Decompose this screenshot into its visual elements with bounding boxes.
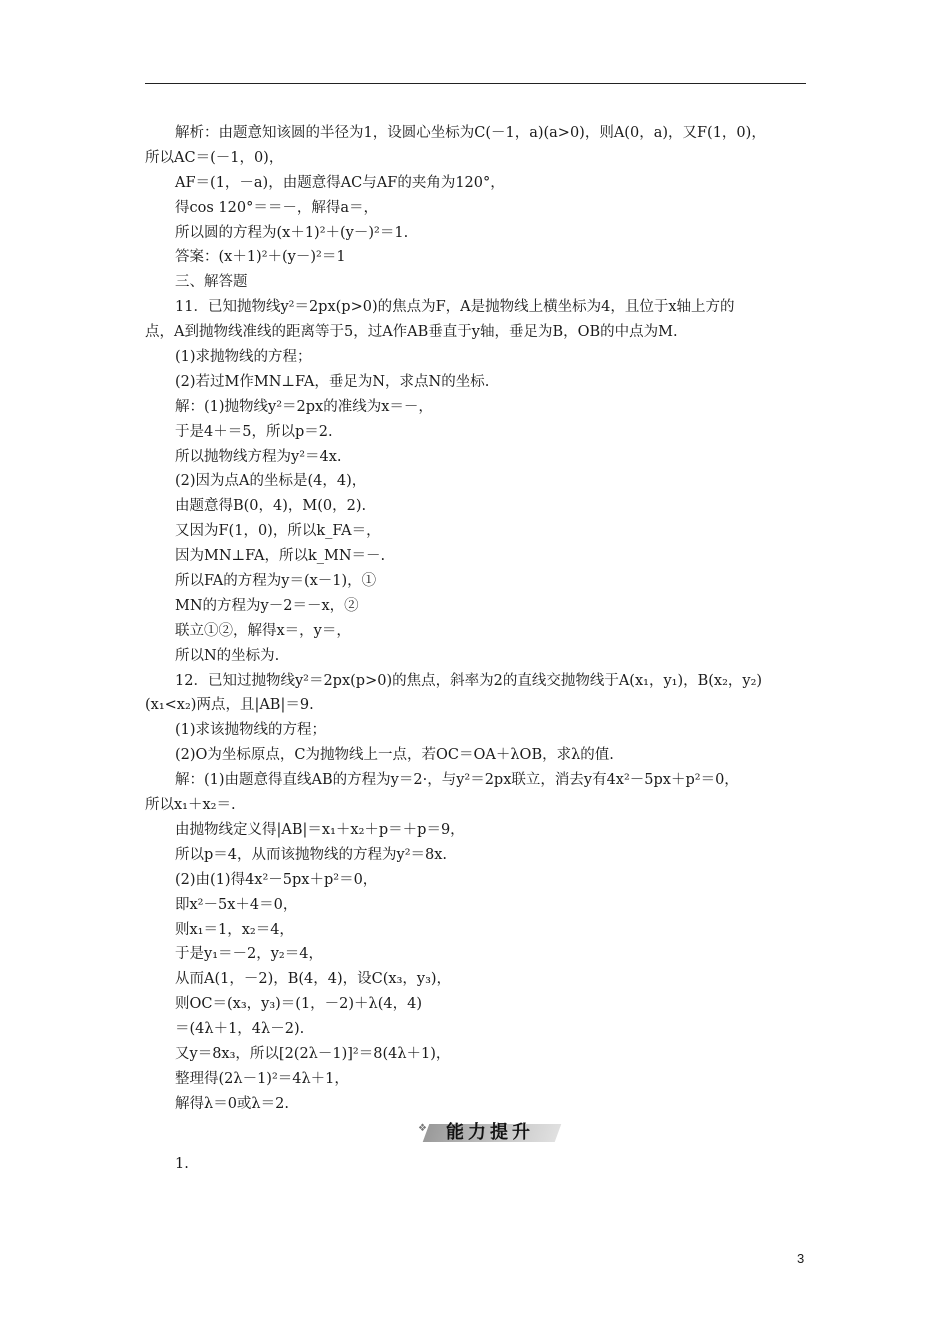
text-line: 于是4＋＝5，所以p＝2. (175, 423, 333, 440)
text-line: (2)因为点A的坐标是(4，4)， (175, 473, 367, 490)
text-line: 12．已知过抛物线y²＝2px(p>0)的焦点，斜率为2的直线交抛物线于A(x₁，y₁)，B(x₂，y₂) (175, 672, 763, 689)
text-line: 点，A到抛物线准线的距离等于5，过A作AB垂直于y轴，垂足为B，OB的中点为M. (145, 324, 678, 341)
text-line: 解析：由题意知该圆的半径为1，设圆心坐标为C(－1，a)(a>0)，则A(0，a)，又F(1，0)， (175, 125, 766, 141)
text-line: 又因为F(1，0)，所以k_FA＝， (175, 523, 381, 540)
text-line: 所以抛物线方程为y²＝4x. (175, 448, 342, 465)
text-line: 所以N的坐标为. (175, 647, 280, 664)
text-line: 三、解答题 (175, 274, 248, 291)
text-line: (2)O为坐标原点，C为抛物线上一点，若OC＝OA＋λOB，求λ的值. (175, 747, 614, 764)
text-line: 于是y₁＝－2，y₂＝4， (175, 946, 323, 963)
text-line: 从而A(1，－2)，B(4，4)，设C(x₃，y₃)， (175, 971, 452, 988)
text-line: 又y＝8x₃，所以[2(2λ－1)]²＝8(4λ＋1)， (175, 1045, 451, 1062)
text-line: 所以x₁＋x₂＝. (145, 797, 236, 814)
text-line: ＝(4λ＋1，4λ－2). (175, 1021, 305, 1038)
text-lines-after-banner (145, 1152, 810, 1177)
text-line: 则OC＝(x₃，y₃)＝(1，－2)＋λ(4，4) (175, 996, 423, 1013)
text-line: 解：(1)抛物线y²＝2px的准线为x＝－， (175, 398, 433, 415)
section-banner (145, 1121, 810, 1146)
text-line: 答案：(x＋1)²＋(y－)²＝1 (175, 249, 346, 266)
text-line: AF＝(1，－a)，由题意得AC与AF的夹角为120°， (175, 174, 505, 191)
text-line: 1. (175, 1155, 189, 1172)
banner-graphic (418, 1121, 560, 1145)
text-line: (1)求抛物线的方程； (175, 349, 312, 366)
text-line: 所以p＝4，从而该抛物线的方程为y²＝8x. (175, 846, 448, 863)
text-line: (1)求该抛物线的方程； (175, 722, 327, 739)
text-line: (2)若过M作MN⊥FA，垂足为N，求点N的坐标. (175, 373, 490, 390)
text-line: 解得λ＝0或λ＝2. (175, 1095, 289, 1112)
banner-title: 能力提升 (446, 1121, 534, 1143)
text-line: 整理得(2λ－1)²＝4λ＋1， (175, 1070, 349, 1087)
banner-decoration-icon: ❖ (418, 1122, 427, 1134)
text-line: 由抛物线定义得|AB|＝x₁＋x₂＋p＝＋p＝9， (175, 821, 465, 838)
text-line: 因为MN⊥FA，所以k_MN＝－. (175, 548, 386, 565)
text-line: 所以AC＝(－1，0)， (145, 149, 284, 166)
text-line: 则x₁＝1，x₂＝4， (175, 921, 294, 938)
text-lines (145, 121, 810, 1117)
text-line: 所以FA的方程为y＝(x－1)，① (175, 573, 377, 590)
text-line: 得cos 120°＝＝－，解得a＝， (175, 199, 378, 216)
text-line: 所以圆的方程为(x＋1)²＋(y－)²＝1. (175, 224, 409, 241)
text-line: 即x²－5x＋4＝0， (175, 896, 298, 913)
text-line: 11．已知抛物线y²＝2px(p>0)的焦点为F，A是抛物线上横坐标为4，且位于x轴上方的 (175, 299, 735, 316)
text-line: (2)由(1)得4x²－5px＋p²＝0， (175, 871, 378, 888)
text-line: MN的方程为y－2＝－x，② (175, 597, 359, 614)
text-line: 由题意得B(0，4)，M(0，2). (175, 498, 367, 515)
text-line: (x₁<x₂)两点，且|AB|＝9. (145, 697, 314, 714)
text-line: 解：(1)由题意得直线AB的方程为y＝2·，与y²＝2px联立，消去y有4x²－5px＋p²＝0， (175, 772, 739, 789)
header-rule (145, 83, 806, 84)
document-body (145, 121, 810, 1176)
text-line: 联立①②，解得x＝，y＝， (175, 622, 351, 639)
page-number: 3 (797, 1251, 805, 1266)
